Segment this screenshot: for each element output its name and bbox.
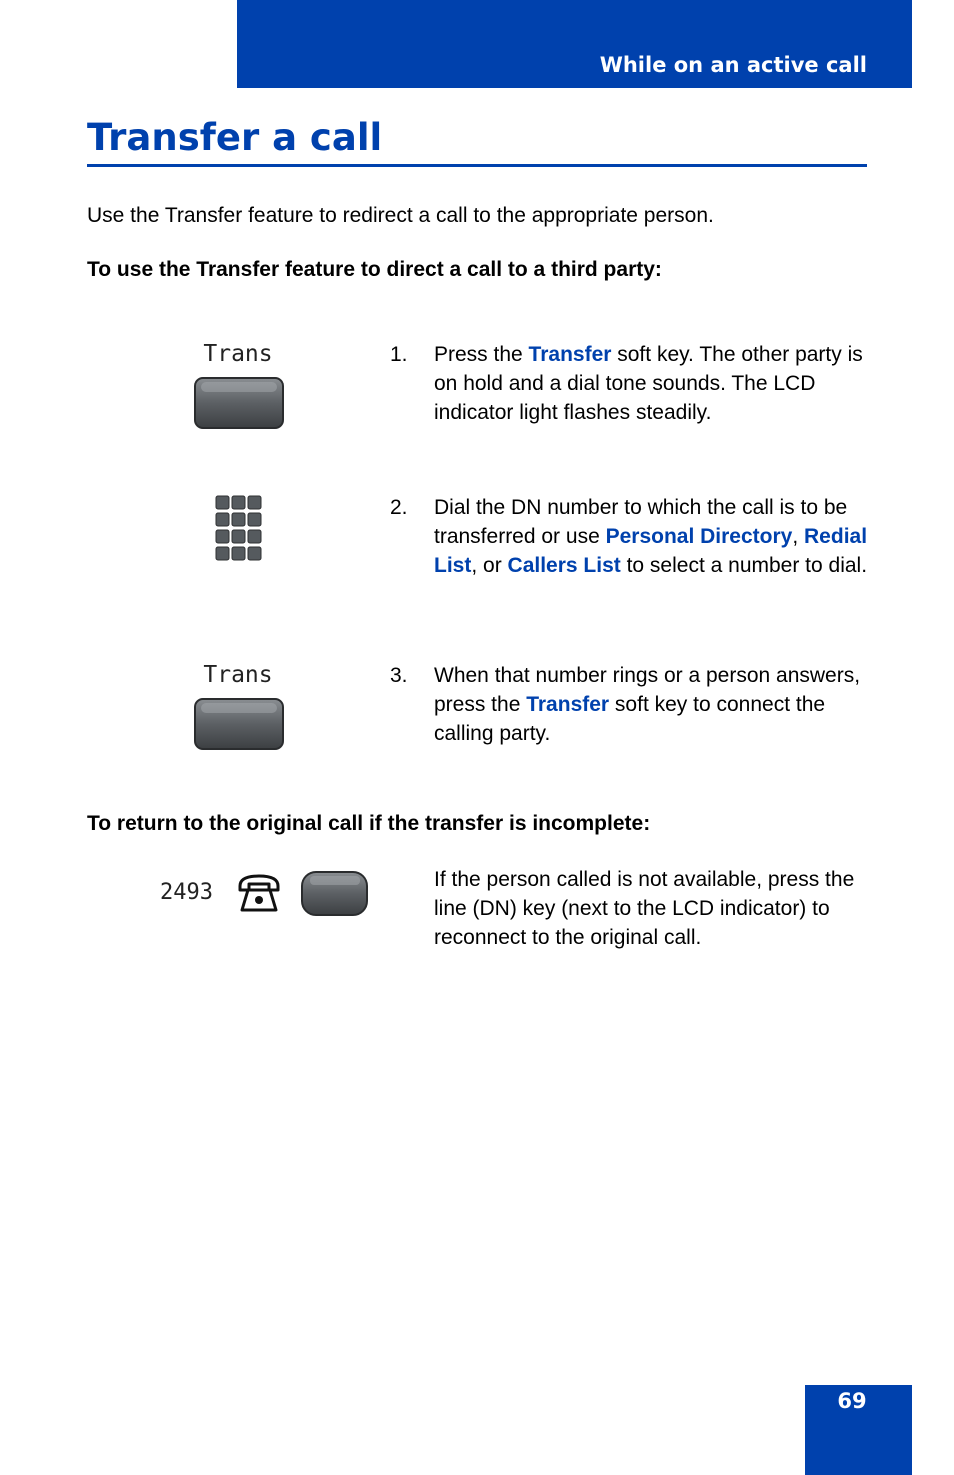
page-number: 69 [837, 1389, 867, 1413]
step-number: 2. [390, 496, 408, 519]
step-2-text: Dial the DN number to which the call is to be transferred or use Personal Directory, Redial List, or Callers List to select a number to dial. [434, 496, 868, 577]
return-step-text: If the person called is not available, press the line (DN) key (next to the LCD indicator) to reconnect to the original call. [434, 868, 855, 949]
dialpad-icon [214, 494, 264, 564]
soft-key-icon [193, 697, 285, 751]
keyword-callers-list: Callers List [507, 554, 621, 577]
page-title: Transfer a call [87, 116, 383, 159]
keyword-transfer: Transfer [528, 343, 612, 366]
step-3-text: When that number rings or a person answers, press the Transfer soft key to connect the calling party. [434, 664, 861, 745]
section-title: While on an active call [599, 53, 867, 77]
step-1-text: Press the Transfer soft key. The other party is on hold and a dial tone sounds. The LCD indicator light flashes steadily. [434, 343, 863, 424]
softkey-label: Trans [203, 341, 273, 367]
step-number: 1. [390, 343, 408, 366]
header-bar [237, 0, 912, 88]
title-rule [87, 164, 867, 167]
keyword-redial-list: Redial List [434, 525, 868, 577]
intro-text: Use the Transfer feature to redirect a call to the appropriate person. [87, 204, 714, 227]
page-number-box [805, 1385, 912, 1475]
softkey-label: Trans [203, 662, 273, 688]
step-number: 3. [390, 664, 408, 687]
keyword-personal-directory: Personal Directory [605, 525, 793, 548]
line-key-icon [300, 870, 370, 918]
keyword-transfer: Transfer [526, 693, 610, 716]
dn-label: 2493 [160, 880, 213, 905]
phone-icon [236, 870, 282, 914]
soft-key-icon [193, 376, 285, 430]
subheading-third-party: To use the Transfer feature to direct a call to a third party: [87, 258, 662, 281]
subheading-return: To return to the original call if the transfer is incomplete: [87, 812, 651, 835]
